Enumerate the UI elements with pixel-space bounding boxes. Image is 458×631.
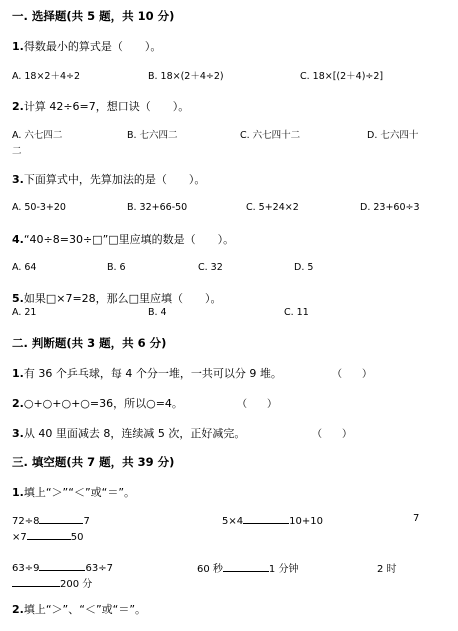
section-title-fill: 三. 填空题(共 7 题，共 39 分) [12, 455, 175, 469]
q3-option-c: C. 5+24×2 [246, 202, 299, 213]
section-title-choice: 一. 选择题(共 5 题，共 10 分) [12, 9, 175, 23]
judge-1 [12, 365, 282, 381]
q5-option-c: C. 11 [284, 307, 309, 318]
expr-right: 1 分钟 [268, 564, 299, 575]
answer-blank[interactable] [223, 561, 269, 572]
question-text: 填上“＞”“＜”或“＝”。 [23, 486, 136, 499]
judge-2 [12, 395, 183, 411]
expr-right: 10+10 [289, 516, 323, 527]
q4-option-b: B. 6 [107, 262, 126, 273]
question-text: 有 36 个乒乓球，每 4 个分一堆，一共可以分 9 堆。 [23, 367, 282, 380]
q5-option-b: B. 4 [148, 307, 167, 318]
q2-option-b: B. 七六四二 [127, 130, 178, 141]
comparison-item [12, 560, 113, 574]
question-number: 1. [12, 486, 24, 499]
q2-option-d: D. 七六四十 [367, 130, 419, 141]
question-text: 下面算式中，先算加法的是（ ）。 [23, 173, 206, 186]
q3-option-d: D. 23+60÷3 [360, 202, 420, 213]
comparison-item-continued [12, 575, 92, 590]
question-text: ○+○+○+○=36，所以○=4。 [23, 397, 183, 410]
answer-blank[interactable] [39, 560, 85, 571]
expr-left: 60 秒 [197, 564, 223, 575]
answer-paren[interactable]: （ ） [332, 369, 372, 380]
expr-left: 63÷9 [12, 563, 40, 574]
q3-option-b: B. 32+66-50 [127, 202, 188, 213]
question-5 [12, 290, 222, 306]
judge-3 [12, 425, 245, 441]
q1-option-c: C. 18×[(2＋4)÷2] [300, 71, 384, 82]
question-4 [12, 231, 234, 247]
question-number: 3. [12, 173, 24, 186]
question-text: 从 40 里面减去 8，连续减 5 次，正好减完。 [23, 427, 246, 440]
answer-blank[interactable] [243, 513, 289, 524]
answer-paren[interactable]: （ ） [312, 429, 352, 440]
q1-option-b: B. 18×(2＋4÷2) [148, 71, 224, 82]
question-number: 2. [12, 397, 24, 410]
comparison-item-start: 2 时 [377, 564, 397, 575]
comparison-item [222, 513, 323, 527]
question-number: 1. [12, 40, 24, 53]
question-number: 2. [12, 100, 24, 113]
q2-option-d-wrap: 二 [12, 146, 22, 157]
question-text: 得数最小的算式是（ ）。 [23, 40, 162, 53]
question-number: 1. [12, 367, 24, 380]
q3-option-a: A. 50-3+20 [12, 202, 66, 213]
question-text: 填上“＞”、“＜”或“＝”。 [23, 603, 147, 616]
expr-right: 50 [70, 532, 84, 543]
section-title-judge: 二. 判断题(共 3 题，共 6 分) [12, 336, 167, 350]
q2-option-a: A. 六七四二 [12, 130, 63, 141]
expr-left: 72÷8 [12, 516, 40, 527]
question-1 [12, 38, 161, 54]
question-text: 如果□×7=28，那么□里应填（ ）。 [23, 292, 222, 305]
question-2 [12, 98, 189, 114]
fill-2 [12, 601, 146, 617]
answer-blank[interactable] [12, 576, 60, 587]
question-number: 5. [12, 292, 24, 305]
question-text: 计算 42÷6=7，想口诀（ ）。 [23, 100, 190, 113]
question-number: 3. [12, 427, 24, 440]
comparison-item [12, 513, 90, 527]
q4-option-a: A. 64 [12, 262, 37, 273]
answer-paren[interactable]: （ ） [237, 399, 277, 410]
comparison-item-continued [12, 529, 83, 543]
expr-left: ×7 [12, 532, 27, 543]
question-number: 2. [12, 603, 24, 616]
question-number: 4. [12, 233, 24, 246]
q4-option-d: D. 5 [294, 262, 314, 273]
q5-option-a: A. 21 [12, 307, 37, 318]
expr-right: 63÷7 [85, 563, 113, 574]
expr-right: 7 [83, 516, 90, 527]
fill-1 [12, 484, 135, 500]
expr-right: 200 分 [60, 579, 93, 590]
question-text: “40÷8=30÷□”□里应填的数是（ ）。 [23, 233, 235, 246]
answer-blank[interactable] [27, 529, 71, 540]
answer-blank[interactable] [39, 513, 83, 524]
q1-option-a: A. 18×2＋4÷2 [12, 71, 81, 82]
comparison-item [197, 560, 298, 575]
expr-left: 5×4 [222, 516, 244, 527]
question-3 [12, 171, 205, 187]
q4-option-c: C. 32 [198, 262, 223, 273]
q2-option-c: C. 六七四十二 [240, 130, 301, 141]
comparison-item-start: 7 [413, 513, 420, 524]
